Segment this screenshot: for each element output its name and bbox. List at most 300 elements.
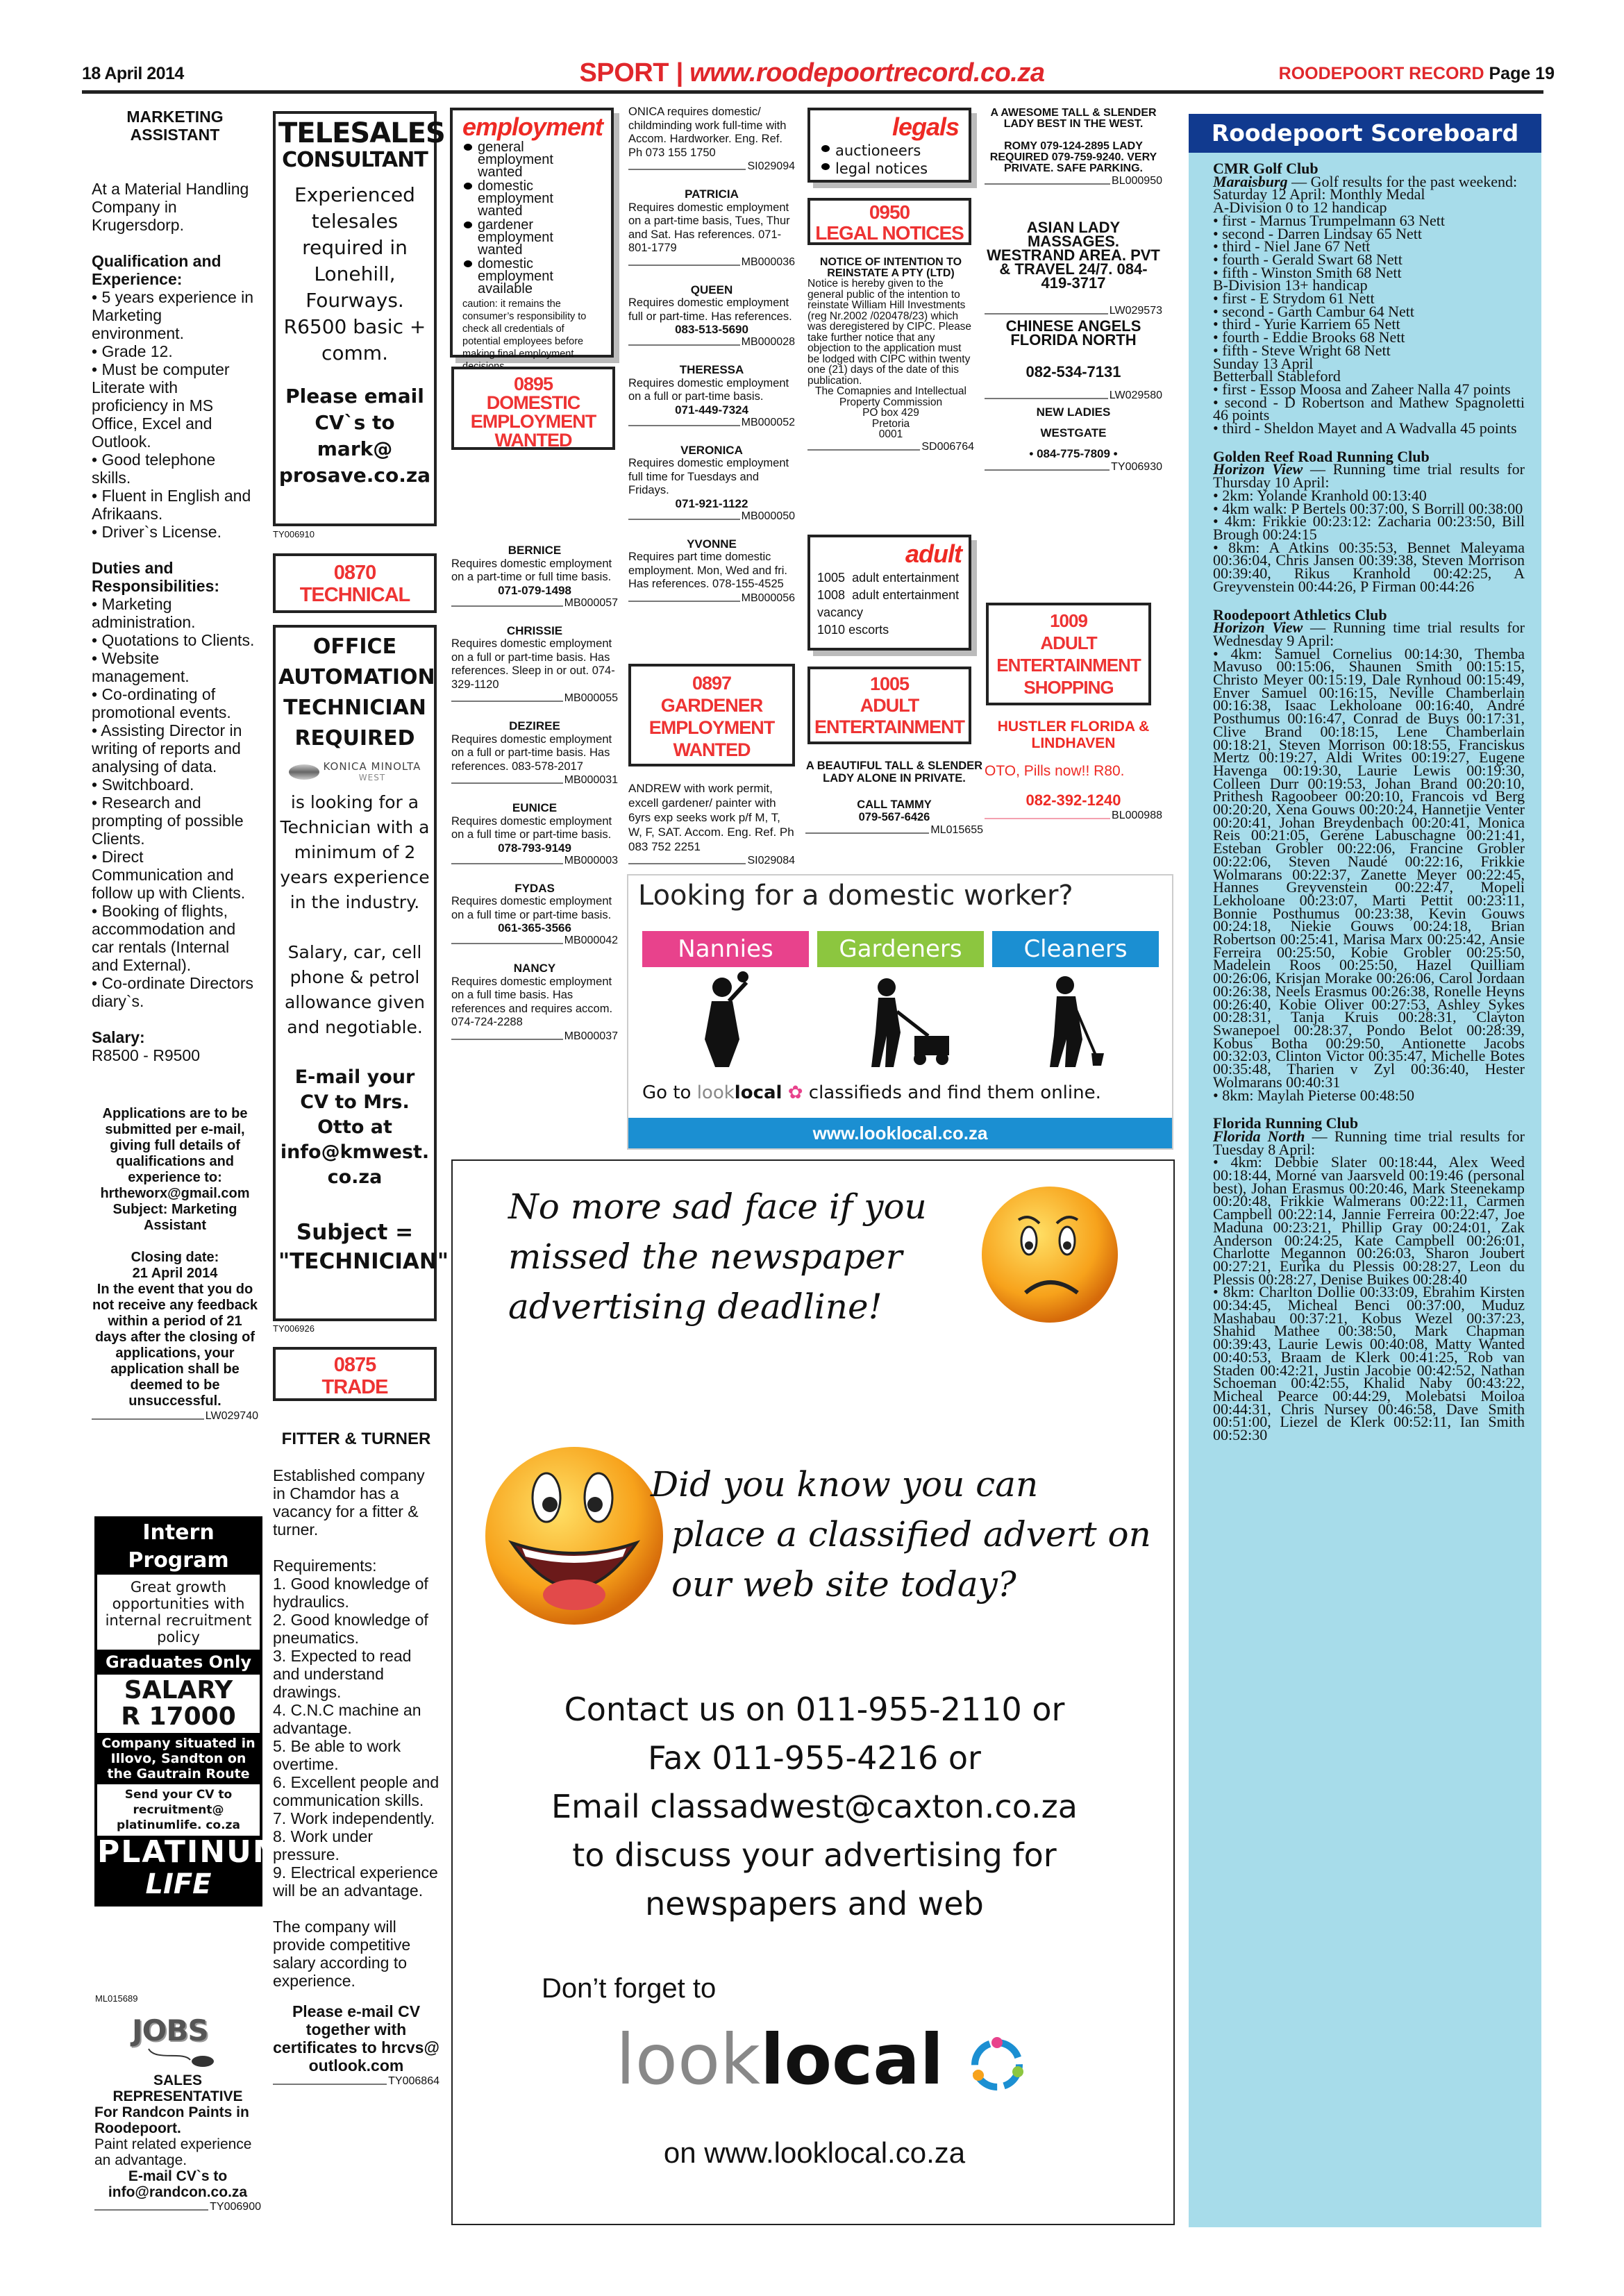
roodepoort-scoreboard	[1189, 114, 1541, 2227]
subject-line	[278, 1218, 449, 1276]
promo-contact	[453, 1685, 1176, 1928]
konica-minolta-logo	[278, 761, 431, 783]
result-line: • first - E Strydom 61 Nett	[1213, 290, 1375, 308]
adult-ad-romy	[985, 108, 1162, 187]
adult-ad-hustler	[985, 719, 1162, 821]
jobs-logo	[132, 2013, 222, 2062]
scoreboard-section-florida	[1213, 1114, 1525, 1444]
ref-code: ML015655	[930, 824, 983, 836]
email-link[interactable]: info@randcon.co.za	[108, 2184, 248, 2200]
scoreboard-section-golden-reef	[1213, 447, 1525, 595]
notice-title: NOTICE OF INTENTION TO REINSTATE A PTY (LTD)	[819, 256, 962, 279]
result-line: • third - Sheldon Mayet and A Wadvalla 45 points	[1213, 419, 1517, 437]
ad-reference	[985, 305, 1162, 317]
ad-text: Requires part time domestic employment. Mon, Wed and fri. Has references. 078-155-4525	[628, 551, 787, 590]
brand-local: local	[734, 1082, 782, 1103]
ad-body: is looking for a Technician with a minimum of 2 years experience in the industry.	[280, 792, 430, 912]
category-header-domestic	[451, 367, 615, 450]
ad-name: FYDAS	[514, 881, 555, 895]
result-line: • fifth - Winston Smith 68 Nett	[1213, 263, 1402, 281]
list-item: • Marketing administration.	[92, 595, 196, 631]
ad-name: BERNICE	[508, 544, 562, 557]
club-name: Roodepoort Athletics Club	[1213, 605, 1387, 623]
ad-title: TELESALES	[278, 117, 445, 149]
question-line: our web site today?	[671, 1564, 1016, 1604]
ad-reference	[92, 1411, 258, 1422]
list-item: 4. C.N.C machine an advantage.	[273, 1701, 421, 1737]
ad-reference	[451, 775, 618, 786]
result-line: Saturday 12 April: Monthly Medal	[1213, 185, 1425, 203]
platinum-life-logo	[97, 1834, 285, 1904]
ad-text: ONICA requires domestic/ childminding work full-time with Accom. Hardworker. Eng. Ref. Ph 073 155 1750	[628, 106, 787, 159]
category-code: 0897	[692, 673, 732, 694]
publication-name: ROODEPOORT RECORD	[1278, 64, 1484, 83]
ad-reference	[985, 462, 1162, 473]
list-item: gardener employment wanted	[462, 219, 601, 256]
ad-reference	[628, 161, 795, 172]
company-text: For Randcon Paints in Roodepoort.	[94, 2104, 249, 2136]
category-code: 1010	[817, 623, 846, 637]
contact-line[interactable]: Fax 011-955-4216 or	[648, 1739, 981, 1777]
contact-line[interactable]: Contact us on 011-955-2110 or	[564, 1691, 1065, 1728]
list-item: 2. Good knowledge of pneumatics.	[273, 1611, 428, 1647]
ad-reference	[805, 825, 983, 836]
result-line: • 4km: Debbie Slater 00:18:44, Alex Weed 00:18:44, Morné van Jaarsveld 00:19:46 (personal best), Johan Erasmus 00:20:46, Mark Steenekamp 00:20:48, Frikkie Walmerans 00:22:11, Carmen Campbell 00:22:14, Jannie Ferreira 00:22:47, Joe Maduna 00:23:21, Phillip Gray 00:24:01, Zak Anderson 00:24:25, Kate Campbell 00:26:01, Charlotte Megannon 00:26:03, Sharon Joubert 00:27:21, Eurika du Plessis 00:28:27, Leon du Plessis 00:28:27, Denise Buikes 00:28:40	[1213, 1153, 1525, 1288]
banner-cta	[642, 1082, 1101, 1103]
headline-line: No more sad face if you	[508, 1187, 927, 1227]
classified-ad	[628, 537, 795, 604]
category-header-trade	[273, 1347, 437, 1401]
signature-line: The Comapnies and Intellectual	[815, 385, 966, 397]
signature-line: Property Commission	[839, 396, 943, 408]
ref-code: MB000056	[741, 592, 795, 604]
subject-line: Subject: Marketing Assistant	[112, 1202, 237, 1233]
looklocal-logo	[616, 2019, 1028, 2100]
list-item: • Driver`s License.	[92, 523, 221, 541]
adult-index-box	[807, 535, 971, 651]
category-label: Gardeners	[817, 931, 984, 967]
domestic-ads-column-1	[451, 544, 618, 1057]
classified-ad	[451, 801, 618, 866]
classified-ad	[628, 283, 795, 349]
fitter-turner-ad	[273, 1430, 440, 2087]
ad-text: Requires domestic employment on a full or part-time basis. Has references. Sleep in or out. 074-329-1120	[451, 637, 615, 691]
ad-reference	[985, 810, 1162, 821]
category-label: adult entertainment vacancy	[817, 588, 960, 619]
classified-ad	[451, 962, 618, 1042]
graduates-banner: Graduates Only	[97, 1650, 260, 1675]
ad-reference	[451, 855, 618, 866]
signature-line: PO box 429	[862, 407, 919, 419]
place-name: Florida North	[1213, 1127, 1305, 1145]
list-item: 5. Be able to work overtime.	[273, 1737, 401, 1773]
disclaimer: In the event that you do not receive any feedback within a period of 21 days after the closing of applications, your application shall be deemed to be unsuccessful.	[92, 1282, 258, 1409]
classified-ad	[451, 624, 618, 705]
ad-title: FITTER & TURNER	[281, 1430, 431, 1448]
list-item: legal notices	[820, 160, 959, 177]
issue-date: 18 April 2014	[82, 64, 184, 83]
salary-info	[97, 1675, 260, 1733]
club-name: CMR Golf Club	[1213, 160, 1319, 177]
category-label: WANTED	[494, 430, 572, 451]
employment-category-list	[462, 141, 601, 295]
adult-ad-chinese	[985, 319, 1162, 401]
happy-face-icon	[480, 1432, 668, 1640]
ad-reference	[628, 257, 795, 268]
banner-question: Looking for a domestic worker?	[638, 880, 1073, 912]
category-label: TECHNICAL	[299, 584, 410, 606]
contact-line: to discuss your advertising for	[572, 1836, 1057, 1874]
ref-code: LW029573	[1109, 305, 1162, 317]
ref-code: BL000988	[1112, 810, 1162, 821]
ad-text: Requires domestic employment full or part-time. Has references.	[628, 296, 792, 323]
result-line: — Running time trial results for Thursday 10 April:	[1213, 460, 1525, 492]
result-line: • second - D Robertson and Mathew Spagnoletti 46 points	[1213, 393, 1525, 424]
ad-name: QUEEN	[690, 283, 733, 296]
growth-text: Great growth opportunities with internal recruitment policy	[105, 1579, 252, 1645]
category-header-gardener	[628, 664, 795, 766]
list-item: domestic employment available	[462, 258, 601, 295]
category-gardeners	[817, 931, 984, 1070]
looklocal-banner-ad[interactable]	[627, 874, 1173, 1150]
ad-detail: ROMY 079-124-2895 LADY REQUIRED 079-759-9240. VERY PRIVATE. SAFE PARKING.	[989, 140, 1157, 174]
ad-name: DEZIREE	[509, 719, 560, 732]
looklocal-logo-icon	[966, 2034, 1028, 2096]
phone-number: 061-365-3566	[498, 921, 571, 935]
ad-name: NANCY	[513, 962, 556, 975]
ad-intro: At a Material Handling Company in Krugersdorp.	[92, 180, 249, 234]
legals-index-box	[807, 108, 971, 183]
ref-code: SI029084	[747, 855, 795, 866]
ad-name: VERONICA	[680, 443, 743, 457]
konica-globe-icon	[289, 764, 319, 780]
category-label: ENTERTAINMENT	[814, 717, 964, 737]
page-number: Page 19	[1489, 64, 1555, 83]
classified-ad	[628, 363, 795, 428]
scoreboard-title: Roodepoort Scoreboard	[1189, 114, 1541, 153]
result-line: • second - Darren Lindsay 65 Nett	[1213, 224, 1422, 242]
list-item	[817, 569, 962, 587]
category-cleaners	[992, 931, 1159, 1070]
list-item: • Fluent in English and Afrikaans.	[92, 487, 251, 523]
list-item: • Quotations to Clients.	[92, 631, 255, 649]
ad-text: Requires domestic employment on a full time or part-time basis.	[451, 814, 612, 841]
cleaner-silhouette-icon	[992, 967, 1159, 1070]
promo-headline	[508, 1182, 927, 1332]
result-line: Sunday 13 April	[1213, 354, 1314, 372]
send-cv-text[interactable]: Send your CV to recruitment@ platinumlife. co.za	[117, 1788, 240, 1832]
classified-ad	[628, 187, 795, 268]
salary-label: SALARY	[124, 1676, 233, 1704]
scoreboard-body	[1189, 153, 1541, 1442]
list-item: • Co-ordinating of promotional events.	[92, 685, 231, 721]
phone-number: 078-793-9149	[498, 841, 571, 855]
notice-body: Notice is hereby given to the general public of the intention to reinstate William Hill Investments (reg Nr.2002 /020478/23) which was deregistered by CIPC. Please take further notice that any objection to the application must be lodged with CIPC within twenty one (21) days of the date of this publication.	[807, 278, 972, 387]
notice-signature	[807, 386, 974, 440]
ref-code: MB000003	[564, 854, 618, 866]
ad-body: Experienced telesales required in Lonehill, Fourways. R6500 basic + comm.	[283, 183, 426, 364]
result-line: • second - Garth Cambur 64 Nett	[1213, 302, 1414, 320]
category-header-adult-shopping	[986, 603, 1151, 705]
category-label: EMPLOYMENT	[470, 411, 596, 432]
category-header-adult	[807, 667, 971, 744]
list-item: • Must be computer Literate with proficiency in MS Office, Excel and Outlook.	[92, 360, 230, 451]
category-nannies	[642, 931, 809, 1070]
salary-section	[92, 1028, 258, 1064]
category-label: WANTED	[673, 739, 751, 760]
ad-name: EUNICE	[512, 801, 558, 814]
result-line: • first - Marnus Trumpelmann 63 Nett	[1213, 211, 1446, 229]
category-label: GARDENER	[660, 695, 763, 716]
website-link[interactable]: www.roodepoortrecord.co.za	[689, 58, 1045, 87]
ref-code: MB000050	[741, 510, 795, 522]
brand-line: PLATINUM	[97, 1834, 285, 1870]
category-code: 0870	[333, 562, 376, 584]
category-label: LEGAL NOTICES	[815, 222, 964, 244]
headline-line: advertising deadline!	[508, 1287, 882, 1327]
headline-line: missed the newspaper	[508, 1237, 903, 1277]
email-link[interactable]: hrtheworx@gmail.com	[100, 1186, 250, 1201]
category-code: 1005	[817, 571, 846, 585]
ref-code: MB000042	[564, 935, 618, 946]
email-cta[interactable]: E-mail your CV to Mrs. Otto at info@kmwest. co.za	[280, 1066, 430, 1188]
list-item	[817, 621, 962, 639]
signature-line: Pretoria	[871, 417, 910, 430]
ad-reference	[985, 390, 1162, 401]
result-line: A-Division 0 to 12 handicap	[1213, 199, 1387, 217]
result-line: — Golf results for the past weekend:	[1291, 172, 1518, 190]
telesales-ad	[273, 111, 445, 526]
location-text: Company situated in Illovo, Sandton on the Gautrain Route	[97, 1733, 260, 1784]
category-header-technical	[273, 553, 437, 613]
contact-line: newspapers and web	[645, 1885, 984, 1922]
list-item: • Switchboard.	[92, 776, 194, 794]
ad-text: Requires domestic employment on a full time basis. Has references and requires accom. 074-724-2288	[451, 975, 613, 1028]
ad-text: CHINESE ANGELS FLORIDA NORTH	[1005, 317, 1141, 349]
ad-call: CALL TAMMY	[857, 798, 932, 811]
section-heading: Salary:	[92, 1028, 145, 1046]
ad-reference	[985, 176, 1162, 187]
ad-reference	[628, 511, 795, 522]
ref-code: LW029580	[1109, 389, 1162, 401]
qualifications-section	[92, 252, 258, 541]
category-label: ADULT	[1040, 632, 1097, 653]
category-label: SHOPPING	[1023, 677, 1114, 698]
brand-line: LIFE	[145, 1868, 212, 1900]
result-line: • 4km walk: P Bertels 00:37:00, S Borrill 00:38:00	[1213, 499, 1523, 517]
question-line: Did you know you can	[651, 1464, 1039, 1505]
ad-reference	[628, 417, 795, 428]
result-line: • 8km: A Atkins 00:35:53, Bennet Maleyama 00:36:04, Chris Jansen 00:39:38, Steven Morrison 00:39:40, Rikus Kranhold 00:42:25, A Greyvenstein 00:44:26, P Firman 00:44:26	[1213, 538, 1525, 595]
category-label: DOMESTIC	[486, 392, 580, 413]
club-name: Florida Running Club	[1213, 1114, 1359, 1132]
list-item: 3. Expected to read and understand drawings.	[273, 1647, 412, 1701]
adult-ad-asian	[985, 221, 1162, 317]
result-line: Betterball Stableford	[1213, 367, 1341, 385]
ref-code: BL000950	[1112, 175, 1162, 187]
category-label: Nannies	[642, 931, 809, 967]
brand-look: look	[616, 2019, 761, 2100]
banner-url[interactable]: www.looklocal.co.za	[628, 1118, 1172, 1148]
section-heading: Requirements:	[273, 1557, 377, 1575]
category-label: Cleaners	[992, 931, 1159, 967]
place-name: Horizon View	[1213, 619, 1303, 637]
dont-forget-text: Don’t forget to	[542, 1973, 717, 2004]
ad-text: Requires domestic employment on a part-time or full time basis.	[451, 557, 612, 583]
list-item: • Website management.	[92, 649, 190, 685]
result-line: • 4km: Frikkie 00:23:12: Zacharia 00:23:50, Bill Brough 00:24:15	[1213, 512, 1525, 543]
classified-ad	[451, 882, 618, 947]
ad-reference	[451, 935, 618, 946]
detail-text: Paint related experience an advantage.	[94, 2136, 252, 2168]
ad-name: YVONNE	[687, 537, 737, 551]
ad-text: Requires domestic employment on a full or part-time basis.	[628, 376, 789, 403]
result-line: — Running time trial results for Wednesday 9 April:	[1213, 619, 1525, 649]
list-item: • Good telephone skills.	[92, 451, 216, 487]
ad-intro: Established company in Chamdor has a vacancy for a fitter & turner.	[273, 1466, 425, 1539]
section-heading: Duties and Responsibilities:	[92, 559, 220, 595]
list-item: auctioneers	[820, 142, 959, 159]
place-name: Horizon View	[1213, 460, 1303, 478]
ref-code: MB000031	[564, 774, 618, 786]
ad-title: OFFICE AUTOMATION TECHNICIAN REQUIRED	[278, 635, 435, 751]
email-cta[interactable]: Please email CV`s to mark@ prosave.co.za	[278, 385, 431, 487]
ad-reference	[451, 1031, 618, 1042]
email-cta[interactable]: Please e-mail CV together with certificates to hrcvs@ outlook.com	[273, 2002, 440, 2075]
result-line: • 2km: Yolande Kranhold 00:13:40	[1213, 486, 1427, 504]
ad-name: PATRICIA	[685, 187, 739, 201]
section-heading: adult	[905, 539, 962, 568]
list-item: 8. Work under pressure.	[273, 1827, 374, 1863]
requirements-list	[273, 1557, 440, 1900]
adult-category-list	[817, 569, 962, 639]
ad-reference: ML015689	[95, 1993, 138, 2004]
cta-prefix: Go to	[642, 1082, 692, 1103]
ad-title: CONSULTANT	[282, 148, 428, 172]
phone-number: 079-567-6426	[858, 811, 930, 823]
category-label: TRADE	[321, 1376, 388, 1398]
ref-code: SD006764	[921, 440, 974, 453]
promo-url[interactable]: on www.looklocal.co.za	[663, 2136, 966, 2169]
ad-reference	[451, 693, 618, 704]
ad-text: WESTGATE	[1040, 426, 1107, 439]
ad-title: REPRESENTATIVE	[112, 2088, 243, 2104]
salary-value: R8500 - R9500	[92, 1046, 200, 1064]
gardener-silhouette-icon	[817, 967, 984, 1070]
ref-code: LW029740	[205, 1410, 258, 1422]
list-item: • Direct Communication and follow up with Clients.	[92, 848, 246, 902]
result-line: • third - Niel Jane 67 Nett	[1213, 237, 1371, 255]
result-line: — Running time trial results for Tuesday 8 April:	[1213, 1127, 1525, 1158]
category-code: 1005	[869, 673, 910, 694]
club-name: Golden Reef Road Running Club	[1213, 447, 1430, 465]
duties-section	[92, 559, 258, 1010]
separator: |	[675, 58, 683, 87]
category-label: EMPLOYMENT	[648, 717, 775, 738]
ad-body: Salary, car, cell phone & petrol allowance given and negotiable.	[284, 942, 426, 1037]
ad-title: SALES	[153, 2072, 202, 2088]
list-item: 1. Good knowledge of hydraulics.	[273, 1575, 428, 1611]
ad-text: A BEAUTIFUL TALL & SLENDER LADY ALONE IN PRIVATE.	[805, 760, 983, 785]
result-line: • third - Yurie Karriem 65 Nett	[1213, 315, 1400, 333]
ad-text: ASIAN LADY MASSAGES. WESTRAND AREA. PVT & TRAVEL 24/7. 084-419-3717	[987, 219, 1160, 292]
salary-text: The company will provide competitive salary according to experience.	[273, 1918, 411, 1990]
result-line: • fourth - Gerald Swart 68 Nett	[1213, 250, 1403, 268]
ad-title	[92, 108, 258, 144]
list-item: 7. Work independently.	[273, 1809, 435, 1827]
category-code: 0950	[869, 201, 910, 223]
classified-ad	[628, 106, 795, 172]
closing-label: Closing date:	[131, 1250, 219, 1265]
sad-face-icon	[977, 1182, 1123, 1327]
logo-sub: WEST	[358, 773, 386, 782]
phone-number: 071-449-7324	[675, 403, 748, 417]
phone-number: • 084-775-7809 •	[1029, 447, 1118, 460]
ad-reference: TY006926	[273, 1323, 315, 1334]
ad-text: OTO, Pills now!! R80.	[985, 763, 1125, 779]
section-heading: employment	[462, 112, 603, 141]
title-line: MARKETING	[126, 108, 224, 126]
ad-name: CHRISSIE	[506, 623, 563, 637]
ad-text: Requires domestic employment full time for Tuesdays and Fridays.	[628, 457, 789, 496]
legals-category-list	[820, 142, 959, 177]
category-label: escorts	[848, 623, 889, 637]
classified-ad	[451, 719, 618, 786]
section-name: SPORT	[579, 58, 669, 87]
ad-text: ANDREW with work permit, excell gardener/ painter with 6yrs exp seeks work p/f M, T, W, F, SAT. Accom. Eng. Ref. Ph 083 752 2251	[628, 782, 794, 853]
list-item: general employment wanted	[462, 141, 601, 178]
cta-suffix: classifieds and find them online.	[808, 1082, 1101, 1103]
mouse-icon	[142, 2047, 218, 2068]
scoreboard-section-golf	[1213, 162, 1525, 435]
adult-ad-westgate	[985, 406, 1162, 473]
brand-local: local	[760, 2019, 944, 2100]
ad-title: Intern Program	[97, 1519, 260, 1575]
result-line: • 8km: Maylah Pieterse 00:48:50	[1213, 1086, 1414, 1104]
caution-text: caution: it remains the consumer’s responsibility to check all credentials of potential employees before making final employment decisions	[462, 299, 587, 372]
ad-name: THERESSA	[679, 363, 744, 376]
ad-reference	[451, 598, 618, 609]
office-technician-ad	[273, 625, 449, 1321]
promo-question	[651, 1459, 1151, 1609]
classified-ad	[628, 444, 795, 522]
phone-number: 082-534-7131	[1026, 363, 1121, 380]
sales-rep-ad	[94, 2072, 261, 2213]
legal-notice	[807, 257, 974, 453]
list-item: 6. Excellent people and communication skills.	[273, 1773, 440, 1809]
category-label: adult entertainment	[852, 571, 960, 585]
header-rule	[82, 90, 1543, 94]
list-item: • Grade 12.	[92, 342, 173, 360]
logo-name: KONICA MINOLTA	[323, 760, 421, 773]
result-line: • 4km: Samuel Cornelius 00:14:30, Themba Mavuso 00:15:06, Shaunen Smith 00:15:15, Christo Meyer 00:15:19, Dale Rynhoud 00:15:49, Enver Samuel 00:16:15, Neville Chamberlain 00:16:38, Isaac Lekholoane 00:16:40, André Posthumus 00:16:47, Conrad de Buys 00:17:31, Clive Brand 00:18:15, Lene Chamberlain 00:18:21, Steven Morrison 00:18:55, Franciskus Mertz 00:19:27, Aldi Writes 00:19:27, Eugene Havenga 00:19:30, Laurie Lewis 00:19:30, Colleen Durr 00:19:53, Johan Brand 00:20:10, Prithesh Ragoobeer 00:20:10, Francois vd Berg 00:20:20, Xena Gouws 00:20:24, Hannetjie Venter 00:20:41, Johan Breydenbach 00:20:41, Monica Reis 00:21:05, Gerene Labuschagne 00:21:41, Esteban Grobler 00:22:06, Francine Grobler 00:22:06, Steven Naudé 00:22:16, Frikkie Wolmarans 00:22:37, Zanette Meyer 00:22:45, Hannes Greyvenstein 00:22:47, Mopeli Lekholoane 00:23:07, Marti Pettit 00:23:11, Bonnie Posthumus 00:23:38, Kevin Gouws 00:24:18, Niekie Gouws 00:24:18, Brian Robertson 00:25:41, Marisa Marx 00:25:42, Ansie Ferreira 00:25:50, Kobie Grobler 00:25:50, Madelein Roos 00:25:50, Hazel Quilliam 00:26:06, Krisjan Morake 00:26:06, Carol Jordaan 00:26:38, Neels Erasmus 00:26:38, Ronelle Heyns 00:26:40, Kobie Oliver 00:27:53, Ashley Sykes 00:28:31, Tanja Kruis 00:28:31, Clayton Swanepoel 00:28:37, Pondo Belot 00:28:39, Kobus Botha 00:29:50, Antionette Jacobs 00:32:03, Clinton Victor 00:35:47, Michelle Botes 00:35:48, Tharien v Zyl 00:36:40, Hester Wolmarans 00:40:31	[1213, 644, 1525, 1091]
ad-text: Requires domestic employment on a part-time basis, Tues, Thur and Sat. Has references. 071-801-1779	[628, 201, 790, 254]
ad-text: A AWESOME TALL & SLENDER LADY BEST IN THE WEST.	[990, 107, 1157, 130]
contact-line[interactable]: Email classadwest@caxton.co.za	[551, 1788, 1078, 1825]
ad-text: Requires domestic employment on a full or part-time basis. Has references. 083-578-2017	[451, 732, 612, 773]
jobs-logo-text: JOBS	[132, 2013, 208, 2047]
result-line: • 8km: Charlton Dollie 00:33:09, Ebrahim Kirsten 00:34:45, Micheal Benci 00:37:00, Muduz Mashabau 00:37:21, Kobus Wezel 00:37:23, Shahid Mathee 00:38:50, Mark Chapman 00:39:43, Laurie Lewis 00:40:08, Matty Wanted 00:40:53, Braam de Klerk 00:41:25, Rob van Staden 00:42:21, Justin Jacobie 00:42:52, Nathan Schoeman 00:42:55, Khalid Naby 00:43:22, Micheal Pearce 00:44:29, Molebatsi Moiloa 00:44:31, Chris Nursey 00:46:58, Dave Smith 00:51:00, Liezel de Klerk 00:52:11, Ian Smith 00:52:30	[1213, 1283, 1525, 1444]
ad-reference	[273, 2076, 440, 2087]
ad-title: HUSTLER FLORIDA & LINDHAVEN	[997, 719, 1150, 751]
ad-reference	[628, 337, 795, 348]
intern-program-ad	[94, 1516, 285, 1907]
category-code: 0875	[333, 1354, 376, 1376]
result-line: • first - Essop Moosa and Zaheer Nalla 47 points	[1213, 380, 1511, 398]
ad-text: NEW LADIES	[1036, 405, 1111, 419]
classified-promo-ad	[451, 1159, 1175, 2225]
category-code: 0895	[513, 374, 553, 394]
